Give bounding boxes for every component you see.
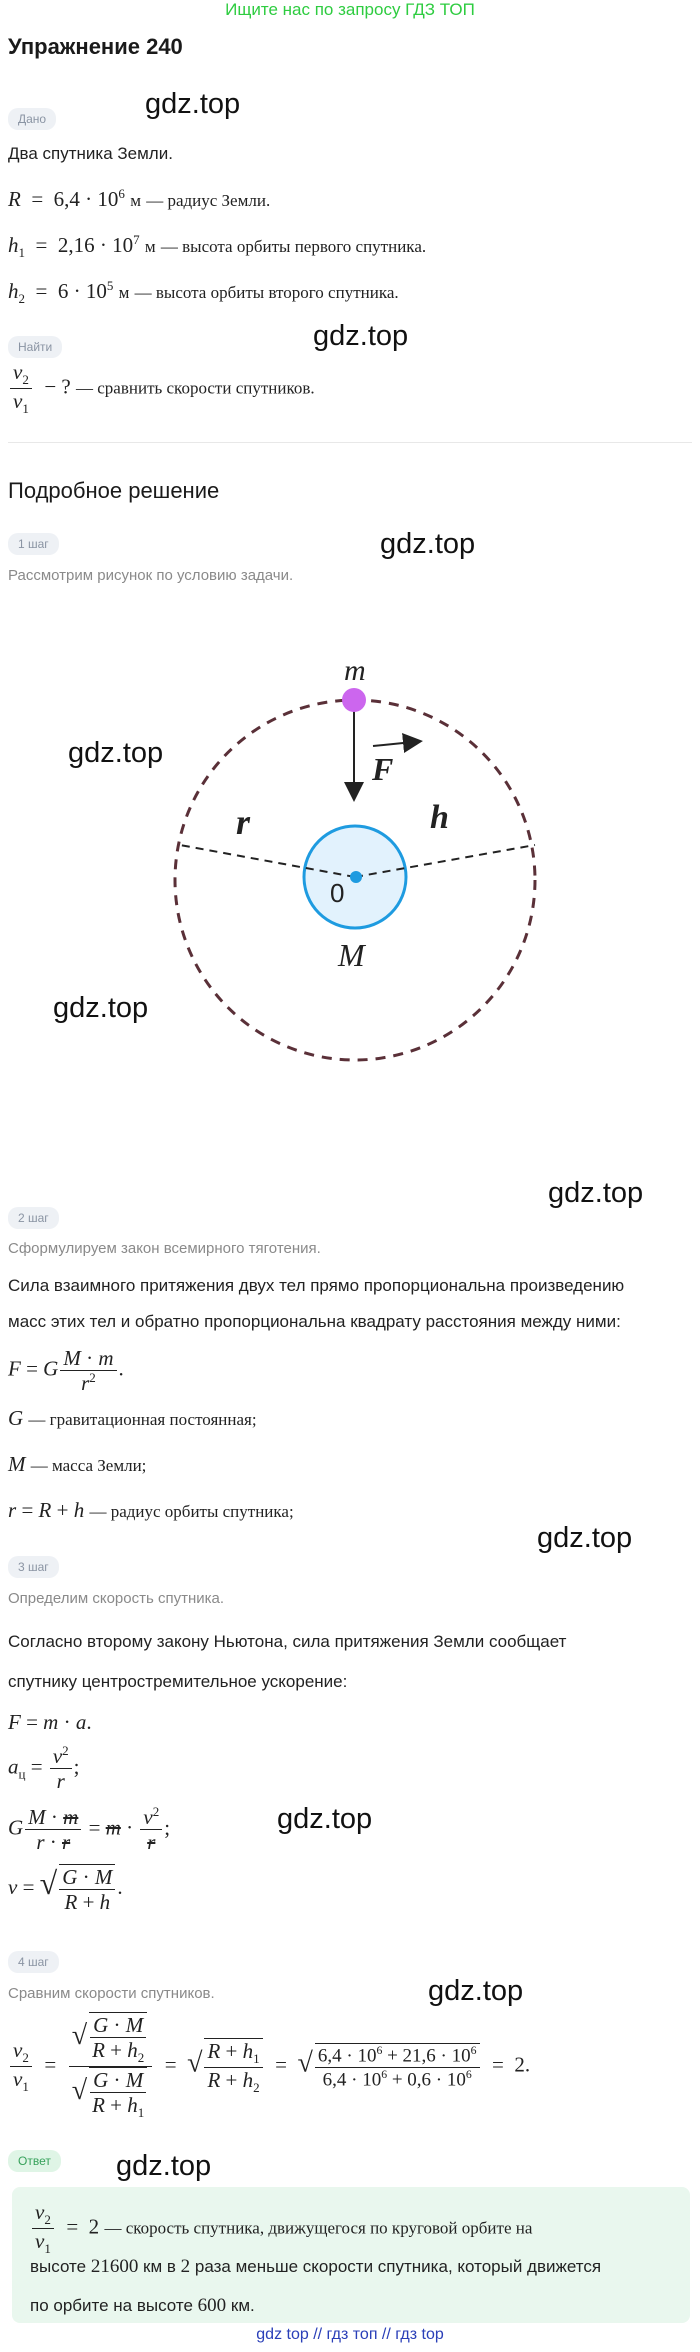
answer-line3-a: по орбите на высоте: [30, 2296, 193, 2315]
m-definition: M — масса Земли;: [8, 1452, 147, 1476]
answer-altitude-2: 600: [197, 2295, 227, 2316]
gravity-formula: F = G $\frac{M \cdot m}{r^2}$ .: [8, 1346, 124, 1396]
r-definition: r = R + h — радиус орбиты спутника;: [8, 1498, 294, 1522]
exercise-title: Упражнение 240: [8, 34, 183, 59]
given-h1: $h_1 = 2,16 \cdot 10^7$ м — высота орбиты первого спутника.: [8, 232, 427, 261]
label-origin: 0: [330, 878, 345, 908]
given-h2: $h_2 = 6 \cdot 10^5$ м — высота орбиты второго спутника.: [8, 278, 399, 307]
answer-line2-e: раза меньше скорости спутника, который движется: [194, 2257, 602, 2276]
equation-combined: G $\frac{M \cdot m}{r \cdot r}$ = m · $\frac{v^2}{r}$ ;: [8, 1804, 171, 1855]
earth-center-dot: [350, 871, 362, 883]
watermark: gdz.top: [53, 992, 149, 1024]
step3-paragraph-line1: Согласно второму закону Ньютона, сила притяжения Земли сообщает: [8, 1632, 567, 1651]
step2-paragraph-line2: масс этих тел и обратно пропорциональна квадрату расстояния между ними:: [8, 1312, 621, 1331]
footer-links[interactable]: gdz top // гдз топ // гдз top: [256, 2326, 444, 2343]
find-tag: Найти: [8, 336, 62, 358]
g-desc: — гравитационная постоянная;: [28, 1410, 257, 1429]
orbit-figure: [0, 600, 700, 1160]
answer-altitude-1: 21600: [90, 2256, 139, 2277]
given-r-desc: — радиус Земли.: [146, 191, 271, 210]
step3-paragraph-line2: спутнику центростремительное ускорение:: [8, 1672, 348, 1691]
watermark: gdz.top: [428, 1975, 524, 2007]
watermark: gdz.top: [68, 737, 164, 769]
label-earth-mass: M: [338, 937, 365, 973]
ratio-formula: $\frac{v_2}{v_1}$ = √ $\frac{G \cdot M}{R + h_2}$ √ $\frac{G \cdot M}{R + h_1}$ = √ $\frac{R + h_1}{R + h_2}$ = √ $\frac{6,4 \cdot 10^6 + 21,6 \cdot 10^6}{6,4 \cdot 10^6 + 0,6 \cdot 10^6}$ = 2.: [8, 2012, 530, 2122]
answer-tag: Ответ: [8, 2150, 61, 2172]
newton-formula: F = m · a.: [8, 1710, 92, 1734]
answer-line1-text: — скорость спутника, движущегося по круговой орбите на: [104, 2218, 533, 2238]
given-h1-desc: — высота орбиты первого спутника.: [160, 237, 427, 256]
answer-line3: [30, 2295, 255, 2317]
centripetal-formula: $a_ц$ = $\frac{v^2}{r}$ ;: [8, 1743, 80, 1794]
satellite-dot: [342, 688, 366, 712]
step1-caption: Рассмотрим рисунок по условию задачи.: [8, 567, 294, 584]
top-banner[interactable]: Ищите нас по запросу ГДЗ ТОП: [225, 0, 475, 19]
given-intro: Два спутника Земли.: [8, 144, 173, 163]
answer-line2-a: высоте: [30, 2257, 87, 2276]
given-tag: Дано: [8, 108, 56, 130]
watermark: gdz.top: [145, 88, 241, 120]
m-desc: — масса Земли;: [30, 1456, 147, 1475]
watermark: gdz.top: [277, 1803, 373, 1835]
step2-tag: 2 шаг: [8, 1207, 59, 1229]
answer-factor: 2: [180, 2256, 191, 2277]
answer-line1: $\frac{v_2}{v_1}$ = 2 — скорость спутника, движущегося по круговой орбите на: [30, 2200, 532, 2257]
given-r: $R = 6,4 \cdot 10^6$ м — радиус Земли.: [8, 186, 271, 211]
watermark: gdz.top: [548, 1177, 644, 1209]
step4-caption: Сравним скорости спутников.: [8, 1985, 215, 2002]
step4-tag: 4 шаг: [8, 1951, 59, 1973]
g-definition: G — гравитационная постоянная;: [8, 1406, 257, 1430]
label-r: r: [236, 802, 251, 842]
solution-title: Подробное решение: [8, 478, 220, 503]
answer-line3-c: км.: [230, 2296, 255, 2315]
step3-tag: 3 шаг: [8, 1556, 59, 1578]
step2-paragraph-line1: Сила взаимного притяжения двух тел прямо пропорциональна произведению: [8, 1276, 625, 1295]
step3-caption: Определим скорость спутника.: [8, 1590, 225, 1607]
r-orbit-desc: — радиус орбиты спутника;: [89, 1502, 294, 1521]
watermark: gdz.top: [380, 528, 476, 560]
label-h: h: [430, 799, 449, 836]
answer-line2-c: км в: [143, 2257, 176, 2276]
find-desc: — сравнить скорости спутников.: [76, 378, 315, 398]
velocity-formula: v = √ $\frac{G \cdot M}{R + h}$ .: [8, 1864, 123, 1915]
find-expression: $\frac{v_2}{v_1}$ − ? — сравнить скорости спутников.: [8, 360, 315, 417]
watermark: gdz.top: [537, 1522, 633, 1554]
watermark: gdz.top: [313, 320, 409, 352]
watermark: gdz.top: [116, 2150, 212, 2182]
answer-line2: [30, 2256, 601, 2278]
label-m: m: [344, 654, 366, 687]
label-f: F: [372, 751, 394, 787]
step1-tag: 1 шаг: [8, 533, 59, 555]
force-vector-bar: [373, 742, 413, 746]
step2-caption: Сформулируем закон всемирного тяготения.: [8, 1240, 321, 1257]
given-h2-desc: — высота орбиты второго спутника.: [134, 283, 399, 302]
divider: [8, 442, 692, 443]
